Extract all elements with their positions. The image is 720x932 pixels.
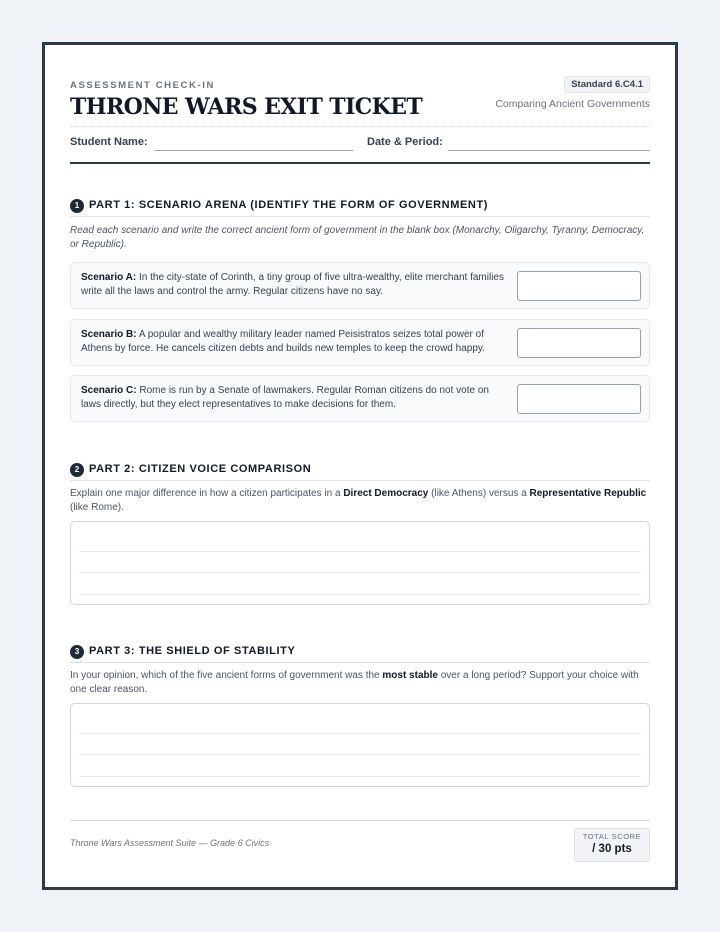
part2-prompt bbox=[70, 487, 650, 515]
scenario-description: Rome is run by a Senate of lawmakers. Regular Roman citizens do not vote on laws directly, but they elect representatives to make decisions for them. bbox=[81, 385, 489, 410]
scenario-label: Scenario C: bbox=[81, 385, 137, 396]
scenario-card bbox=[70, 375, 650, 422]
date-period-label: Date & Period: bbox=[367, 136, 443, 148]
prompt-text: (like Athens) versus a bbox=[428, 488, 530, 499]
writing-line bbox=[79, 733, 641, 734]
part1-number-badge: 1 bbox=[70, 199, 84, 213]
part3-prompt bbox=[70, 669, 650, 697]
footer-rule bbox=[70, 820, 650, 821]
sheet-content bbox=[70, 45, 650, 887]
writing-line bbox=[79, 754, 641, 755]
part2-response-area[interactable] bbox=[70, 521, 650, 605]
part2-heading bbox=[70, 462, 650, 478]
prompt-text: In your opinion, which of the five ancient forms of government was the bbox=[70, 670, 383, 681]
writing-line bbox=[79, 594, 641, 595]
footer-suite-text: Throne Wars Assessment Suite — Grade 6 Civics bbox=[70, 838, 270, 848]
writing-line bbox=[79, 572, 641, 573]
part2-title: PART 2: CITIZEN VOICE COMPARISON bbox=[89, 463, 312, 475]
exit-ticket-sheet bbox=[42, 42, 678, 890]
student-name-line[interactable] bbox=[155, 150, 353, 151]
page-subtitle: Comparing Ancient Governments bbox=[495, 98, 650, 110]
part1-title: PART 1: SCENARIO ARENA (IDENTIFY THE FORM OF GOVERNMENT) bbox=[89, 199, 489, 211]
scenario-card bbox=[70, 262, 650, 309]
writing-line bbox=[79, 776, 641, 777]
header-rule bbox=[70, 162, 650, 164]
eyebrow-label: ASSESSMENT CHECK-IN bbox=[70, 80, 215, 91]
prompt-emphasis: most stable bbox=[382, 670, 438, 681]
part3-title: PART 3: THE SHIELD OF STABILITY bbox=[89, 645, 296, 657]
part3-rule bbox=[70, 662, 650, 663]
prompt-emphasis: Direct Democracy bbox=[343, 488, 429, 499]
part1-instructions: Read each scenario and write the correct ancient form of government in the blank box (Monarchy, Oligarchy, Tyranny, Democracy, or Republic). bbox=[70, 225, 645, 250]
prompt-text: over a long period? Support your choice with one clear reason. bbox=[70, 670, 639, 695]
prompt-emphasis: Representative Republic bbox=[529, 488, 647, 499]
page-title: THRONE WARS EXIT TICKET bbox=[70, 94, 423, 120]
date-period-line[interactable] bbox=[448, 150, 650, 151]
scenario-text bbox=[81, 328, 509, 356]
scenario-card bbox=[70, 319, 650, 366]
prompt-text: (like Rome). bbox=[70, 502, 124, 513]
scenario-description: In the city-state of Corinth, a tiny group of five ultra-wealthy, elite merchant families write all the laws and control the army. Regular citizens have no say. bbox=[81, 272, 504, 297]
score-label: TOTAL SCORE bbox=[582, 832, 642, 841]
scenario-answer-box[interactable] bbox=[517, 271, 641, 301]
writing-line bbox=[79, 551, 641, 552]
scenario-text bbox=[81, 271, 509, 299]
part3-number-badge: 3 bbox=[70, 645, 84, 659]
standard-badge: Standard 6.C4.1 bbox=[564, 76, 650, 93]
scenario-description: A popular and wealthy military leader named Peisistratos seizes total power of Athens by force. He cancels citizen debts and builds new temples to keep the crowd happy. bbox=[81, 329, 485, 354]
scenario-answer-box[interactable] bbox=[517, 328, 641, 358]
scenario-text bbox=[81, 384, 509, 412]
total-score-box bbox=[574, 828, 650, 862]
scenario-answer-box[interactable] bbox=[517, 384, 641, 414]
part2-rule bbox=[70, 480, 650, 481]
part3-response-area[interactable] bbox=[70, 703, 650, 787]
part1-heading bbox=[70, 198, 650, 214]
part2-number-badge: 2 bbox=[70, 463, 84, 477]
student-name-label: Student Name: bbox=[70, 136, 148, 148]
prompt-text: Explain one major difference in how a citizen participates in a bbox=[70, 488, 344, 499]
part1-rule bbox=[70, 216, 650, 217]
scenario-label: Scenario A: bbox=[81, 272, 137, 283]
part3-heading bbox=[70, 644, 650, 660]
header-divider bbox=[70, 126, 650, 127]
score-value: / 30 pts bbox=[592, 843, 632, 855]
scenario-label: Scenario B: bbox=[81, 329, 137, 340]
